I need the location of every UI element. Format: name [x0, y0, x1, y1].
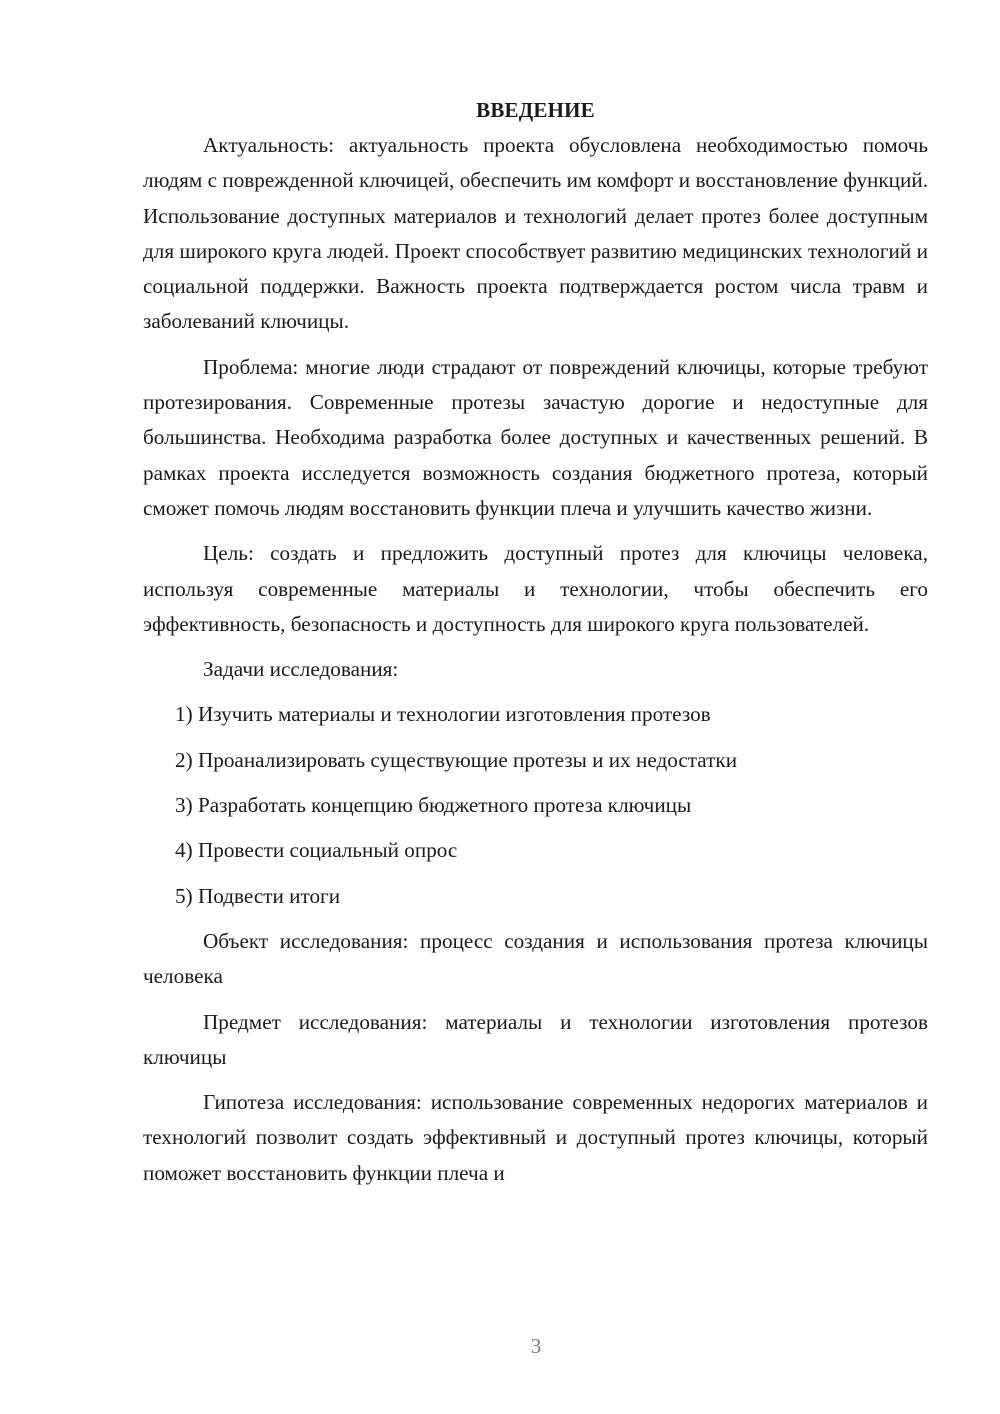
page-number: 3 — [530, 1334, 542, 1358]
paragraph-relevance: Актуальность: актуальность проекта обусловлена необходимостью помочь людям с поврежденной ключицей, обеспечить им комфорт и восстановление функций. Использование доступных материалов и технологий делает протез более доступным для широкого круга людей. Проект способствует развитию медицинских технологий и социальной поддержки. Важность проекта подтверждается ростом числа травм и заболеваний ключицы. — [143, 133, 928, 334]
paragraph-subject: Предмет исследования: материалы и технологии изготовления протезов ключицы — [143, 1009, 928, 1069]
section-title: ВВЕДЕНИЕ — [476, 98, 595, 122]
paragraph-problem: Проблема: многие люди страдают от повреждений ключицы, которые требуют протезирования. Современные протезы зачастую дорогие и недоступные для большинства. Необходима разработка более доступных и качественных решений. В рамках проекта исследуется возможность создания бюджетного протеза, который сможет помочь людям восстановить функции плеча и улучшить качество жизни. — [143, 354, 928, 520]
paragraph-goal: Цель: создать и предложить доступный протез для ключицы человека, используя современные материалы и технологии, чтобы обеспечить его эффективность, безопасность и доступность для широкого круга пользователей. — [143, 541, 928, 636]
document-page — [143, 92, 928, 1322]
tasks-list — [143, 697, 928, 913]
list-item: 4) Провести социальный опрос — [175, 838, 458, 863]
tasks-heading: Задачи исследования: — [203, 657, 399, 682]
list-item: 3) Разработать концепцию бюджетного протеза ключицы — [175, 793, 692, 818]
list-item: 2) Проанализировать существующие протезы и их недостатки — [175, 747, 738, 772]
paragraph-hypothesis: Гипотеза исследования: использование современных недорогих материалов и технологий позволит создать эффективный и доступный протез ключицы, который поможет восстановить функции плеча и — [143, 1090, 928, 1185]
list-item: 1) Изучить материалы и технологии изготовления протезов — [175, 702, 711, 727]
paragraph-object: Объект исследования: процесс создания и использования протеза ключицы человека — [143, 928, 928, 989]
list-item: 5) Подвести итоги — [175, 883, 341, 908]
